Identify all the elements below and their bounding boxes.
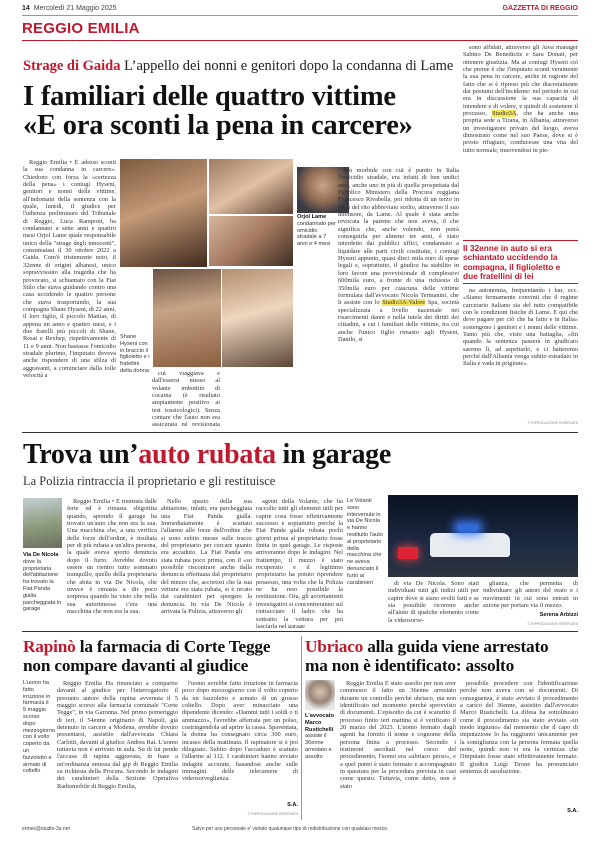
article2-headline-red: auto rubata bbox=[138, 439, 276, 470]
tail-light bbox=[398, 547, 418, 559]
article3-col1-text: Reggio Emilia Ha rinunciato a comparire davanti al giudice per l'interrogatorio il presunto autore della rapina avvenuta il 5 maggio scorso alla farmacia comunale "Corte Tegge", in via Garonna. Nel primo pomeriggio di ieri, il 54enne originario di Napoli, già detenuto in carcere a Modena, avrebbe dovuto presentarsi, assistito dall'avvocata Chiara Carlotti, davanti al giudice Andrea Rat. L'uomo tuttavia non è arrivato in aula. Su di lui pende l'accusa di rapina aggravata, in base a un'ordinanza emessa dal gip di Reggio Emilia su richiesta della Procura. Secondo le indagini dei carabinieri della Sezione Operativa Radiomobile di Reggio Emilia, bbox=[57, 680, 178, 790]
article4-column-1 bbox=[340, 680, 456, 820]
article2-column-3 bbox=[256, 498, 343, 628]
article1-col4-text-b: , che ha anche una propria sede a Tirana, in Albania, attraverso un investigatore privato del luogo, aveva dimostrato come nel suo Paese, dove si è presto rifugiato, conducesse una vita del tutto normale, muovendosi in pie- bbox=[463, 110, 578, 154]
article3-headline-b: non compare davanti al giudice bbox=[23, 656, 249, 675]
article3-column-2 bbox=[182, 680, 298, 800]
article2-copyright: © RIPRODUZIONE RISERVATA bbox=[527, 622, 578, 626]
article1-column-3 bbox=[338, 167, 459, 427]
photo-via-de-nicola bbox=[23, 498, 62, 548]
column-divider bbox=[301, 636, 302, 820]
article2-side-caption: Le Volanti sono intervenute in via De Nicola e hanno restituito l'auto al proprietario della macchina che ne aveva denunciato il furto ai carabinieri bbox=[347, 498, 383, 586]
article1-kicker-label: Strage di Gaida bbox=[23, 58, 121, 74]
article2-column-1 bbox=[67, 498, 157, 628]
article4-headline-a: alla guida viene arrestato bbox=[363, 637, 549, 656]
article1-headline bbox=[23, 82, 478, 140]
article1-col1-text: Reggio Emilia • È adesso sconti la sua condanna in carcere». Chiedono con forza la «certezza della pena» i coniugi Hyseni, genitori e nonni delle vittime, all'indomani della sentenza con la quale, lunedì, il giudice per l'udienza preliminare del Tribunale di Reggio, Luca Ramponi, ha condannato a sette anni e quattro mesi Orjol Lame quale responsabile unico della "strage degli innocenti", consumatasi il 30 ottobre 2022 a Gaida. Com'è tristemente noto, il 32enne di origini albanesi, unico sopravvissuto alla tragedia che ha provocato, si schiantato con la Fiat Stilo che stava guidando contro una casa uccidendo le quattro persone che stava trasportando, la sua compagna Shane Hyseni, di 22 anni, il loro figlio, il piccolo Mattias, di appena un anno e quattro mesi, e i due fratelli più piccoli di Shane, Resat e Rexhep, rispettivamente di 11 e 9 anni. Non bastasse l'omicidio stradale plurimo, l'imputato doveva anche rispondere di una sfilza di aggravanti, a cominciare dalla folle velocità a bbox=[23, 159, 116, 379]
article1-kicker bbox=[23, 58, 473, 75]
section-title: REGGIO EMILIA bbox=[22, 20, 140, 37]
article1-column-4 bbox=[463, 44, 578, 237]
article1-headline-line2: «E ora sconti la pena in carcere» bbox=[23, 110, 413, 141]
footer-email: ermes@studio-3a.net bbox=[22, 826, 70, 832]
article2-divider bbox=[22, 631, 578, 632]
article4-headline-red: Ubriaco bbox=[305, 637, 364, 656]
article1-column-4b bbox=[463, 287, 578, 410]
page-number: 14 bbox=[22, 5, 30, 12]
footer-copyright: Salvo per uso personale e' vietato qualunque tipo di redistribuzione con qualsiasi mezzo. bbox=[192, 826, 389, 832]
article2-photo-caption bbox=[23, 552, 62, 613]
issue-date: Mercoledì 21 Maggio 2025 bbox=[33, 5, 117, 12]
article1-col4-text-a: sono affidati, attraverso gli Area manager Sabino De Benedictis e Sara Donati, per ottenere giustizia. Ma ai coniugi Hyseni ciò che preme è che l'imputato sconti veramente la sua pena in carcere, anche in ragione del fatto che si è ripreso più che discretamente dai postumi dell'incidente: nel periodo in cui era in discussione la sua capacità di intendere e di volere, e quindi di sostenere il processo, bbox=[463, 44, 578, 118]
article3-signature: S.A. bbox=[287, 802, 298, 808]
section-divider bbox=[22, 40, 578, 41]
article2-subhead: La Polizia rintraccia il proprietario e gli restituisce bbox=[23, 474, 276, 488]
article3-headline-red: Rapinò bbox=[23, 637, 76, 656]
article2-caption-text: dove la proprietaria dell'abitazione ha trovato la Fiat Panda gialla parcheggiata in garage bbox=[23, 558, 62, 613]
article3-copyright: © RIPRODUZIONE RISERVATA bbox=[247, 812, 298, 816]
article3-side-caption: L'uomo ha fatto irruzione in farmacia il 5 maggio scorso dopo mezzogiorno con il volto coperto da un fazzoletto e armato di coltello bbox=[23, 680, 56, 775]
top-divider bbox=[22, 15, 578, 16]
article2-col2-text: Nello spazio della sua abitazione, infatti, era parcheggiata una Fiat Panda gialla. Immediatamente è scattato l'allarme alle forze dell'ordine che si sono subito messe sulle tracce del proprietario per cercare quanto era accaduto. La Fiat Panda era stata rubata poco prima, con il «so possibile riscontrare anche dalla denuncia effettuata dal proprietario del mezzo che, accortosi che la sua vettura era stata rubata, si è recato dai carabinieri per sporgere la denuncia. In via De Nicola è arrivata la Polizia, attraverso gli bbox=[161, 498, 252, 616]
article2-col1-text: Reggio Emilia • È rientrata dalle ferie ed è rimasta sbigottita quando, aprendo il garage ha trovato un'auto che non era la sua. Una macchina che, a una verifica delle forze dell'ordine, è risultata per di più rubata a un'altra persona, la quale aveva sporto denuncia dopo il furto. Avrebbe dovuto essere un rientro tutto sommato tranquillo, quello della proprietaria che abita in via De Nicola, che invece è rimasta a dir poco sorpresa quando ha visto che nella sua autorimessa c'era una macchina che non era la sua. bbox=[67, 498, 157, 616]
article3-headline bbox=[23, 637, 298, 675]
article2-col3-text: agenti della Volante, che ha raccolto tutti gli elementi utili per capire cosa fosse effettivamente successo e soprattutto perché la Fiat Panda gialla rubata pochi giorni prima al proprietario fosse finita in quel garage. Le risposte arriveranno dopo le indagini. Nel frattempo, il mezzo è stato recuperato e il legittimo proprietario ha potuto riprendere possesso, una volta che la Polizia ne ha reso possibile la restituzione. Ora, gli accertamenti investigativi si concentreranno sul rintracciare il ladro che ha sottratto la vettura per poi lasciarla nel garage bbox=[256, 498, 343, 628]
article2-headline-b: in garage bbox=[275, 439, 392, 470]
article3-headline-a: la farmacia di Corte Tegge bbox=[75, 637, 271, 656]
photo-family-1 bbox=[120, 159, 207, 267]
article1-column-2b bbox=[224, 370, 293, 430]
article4-headline-b: ma non è identificato: assolto bbox=[305, 656, 515, 675]
article2-headline-a: Trova un’ bbox=[23, 439, 139, 470]
article2-headline bbox=[23, 440, 583, 469]
article4-caption-text: assiste il 36enne arrestato e assolto bbox=[305, 733, 332, 760]
article4-col1-text: Reggio Emilia È stato assolto per non aver commesso il fatto un 36enne arrestato durante un controllo perché ubriaco, ma non identificato nel momento perché sprovvisto di documenti. L'episodio da cui è scaturito il processo finito ieri mattina si è verificato il 20 marzo del 2023. L'uomo fermato dagli agenti ha fornito il nome e cognome della persona finita a processo. Secondo i testimoni ascoltati nel corso del procedimento, l'uomo era «ubriaco perso», e a quel punto è stato fermato e accompagnato in questura per la procedura prevista in casi come questo. Tuttavia, come detto, non è stato bbox=[340, 680, 456, 790]
article1-col2-text: cui viaggiava e dall'essersi messo al volante imbottito di cocaina (è risultato ampiamente positivo ai test tossicologici). Senza contare che l'auto non era assicurata né revisionata bbox=[152, 370, 220, 429]
article1-divider bbox=[22, 432, 578, 433]
article2-signature: Serena Arbizzi bbox=[539, 612, 578, 618]
orjol-caption-name: Orjol Lame bbox=[297, 214, 327, 220]
studio3a-valore-highlight: Studio3A-Valore bbox=[382, 299, 426, 307]
article3-col2-text: l'uomo avrebbe fatto irruzione in farmacia poco dopo mezzogiorno con il volto coperto da un fazzoletto e armato di un grosso coltello. Dopo aver minacciato una dipendente dicendo: «Dammi tutti i soldi o ti ammazzo», l'avrebbe afferrata per un polso, costringendola ad aprire la cassa. Spaventata, la donna ha consegnato circa 300 euro, incasso della mattinata. Il rapinatore si è poi dileguato. Subito dopo l'accaduto è scattato l'allarme al 112. I carabinieri hanno avviato indagini accurate, basandosi anche sulle immagini delle telecamere di videosorveglianza. bbox=[182, 680, 298, 783]
police-siren-light bbox=[458, 525, 478, 531]
article1-column-2a bbox=[152, 370, 220, 430]
photo-lawyer bbox=[305, 680, 335, 710]
article1-kicker-text: L’appello dei nonni e genitori dopo la condanna di Lame bbox=[124, 58, 454, 74]
side-head-rule-top bbox=[463, 240, 578, 241]
orjol-caption bbox=[297, 214, 337, 248]
article4-caption-name: L'avvocato Marco Rustichelli bbox=[305, 713, 334, 733]
photo-child-1 bbox=[153, 269, 221, 367]
article2-col4-text: di via De Nicola. Sono stati individuati tutti gli indizi utili per capire dove si siano svolti fatti e se sia possibile ricorrere anche all'aiuto di qualche elemento come la videosorve- bbox=[388, 580, 479, 624]
article2-col5-text: glianza, che permetta di individuare gli autori del reato e i movimenti in cui sono entrati in azione per portare via il mezzo. bbox=[483, 580, 578, 610]
article1-side-head: Il 32enne in auto si era schiantato uccidendo la compagna, il figlioletto e due fratellini di lei bbox=[463, 243, 561, 281]
article1-col4-text-c: na autonomia, frequentando i bar, ecc. «Siamo fermamente convinti che il regime carcerario italiano sia del tutto compatibile con le condizioni fisiche di Lame. E qui che deve pagare per ciò che ha fatto e in Italia» sostengono i genitori e i nonni delle vittime. Tanto più che, visto una battaglia, «fin quando la sentenza passerà in giudicato saremo lì, ad aspettarlo, e ci batteremo perché dall'Albania venga subito estradato in Italia e vada in prigione». bbox=[463, 287, 578, 368]
article3-column-1 bbox=[57, 680, 178, 820]
article4-caption bbox=[305, 713, 335, 761]
photo-caption: Shane Hyseni con in braccio il figlioletto e i fratellini della donna bbox=[120, 334, 150, 374]
article1-headline-line1: I familiari delle quattro vittime bbox=[23, 81, 396, 112]
article2-column-2 bbox=[161, 498, 252, 628]
article2-caption-name: Via De Nicola bbox=[23, 552, 59, 558]
side-head-rule-bottom bbox=[463, 283, 578, 284]
article1-col3-text-b: Spa, società specializzata a livello nazionale nei risarcimenti danni e nella tutela dei diritti dei cittadini, a cui i familiari delle vittime, tra cui anche l'unico figlio rimasto agli Hyseni, Danilo, si bbox=[338, 299, 459, 343]
article4-headline bbox=[305, 637, 580, 675]
police-car-body bbox=[430, 533, 510, 557]
article1-column-1 bbox=[23, 159, 116, 403]
article4-signature: S.A. bbox=[567, 808, 578, 814]
photo-child-2 bbox=[222, 269, 293, 367]
article2-column-4 bbox=[388, 580, 479, 628]
article1-col3-text-a: più morbide con cui è punito in Italia l'omicidio stradale, era infatti di ben undici anni, anche uno in più di quella prospettata dal Pubblico Ministero della Procura reggiana Francesco Rivabella, poi ridotta di un terzo in virtù del rito abbreviato scelto, attraverso il suo difensore, da Lame. Al quale è stata anche revocata la patente che non aveva, il che significa che, anche volendo, non potrà conseguirla per almeno tre anni, è stato interdetto dai pubblici uffici, condannato a liquidare alle parti civili costituite, i coniugi Hyseni appunto, quasi dieci mila euro di spese legali e, soprattutto, il giudice ha stabilito in loro favore una provvisionale di complessivi 600mila euro, a fronte di una richiesta di 350mila euro per ciascuna delle vittime formulata dall'avvocato Nicola Termanini, che li assiste con lo bbox=[338, 167, 459, 307]
studio3a-highlight: Studio3A bbox=[492, 110, 517, 118]
orjol-caption-text: condannato per omicidio stradale a 7 anni e 4 mesi bbox=[297, 220, 336, 248]
article4-col2-text: possibile procedere con l'identificazione perché non aveva con sé documenti. Di conseguenza, è stato avviato il procedimento a carico del 36enne, assistito dall'avvocato Marco Rustichelli. La difesa ha sottolineato come il procedimento sia stato avviato «in modo ingiusto» dal momento che il capo di imputazione lo ha raggiunto unicamente per la somiglianza con la persona fermata quella notte, quindi non vi era la certezza che l'imputato fosse stato effettivamente fermato. Il giudice Luigi Tirone ha pronunciato sentenza di assoluzione. bbox=[460, 680, 578, 776]
article2-column-5 bbox=[483, 580, 578, 610]
masthead: GAZZETTA DI REGGIO bbox=[502, 5, 578, 12]
photo-police-car bbox=[388, 495, 578, 577]
article1-copyright: © RIPRODUZIONE RISERVATA bbox=[527, 421, 578, 425]
footer bbox=[22, 826, 578, 832]
article4-column-2 bbox=[460, 680, 578, 806]
photo-family-2 bbox=[209, 159, 293, 214]
photo-family-3 bbox=[209, 216, 293, 266]
